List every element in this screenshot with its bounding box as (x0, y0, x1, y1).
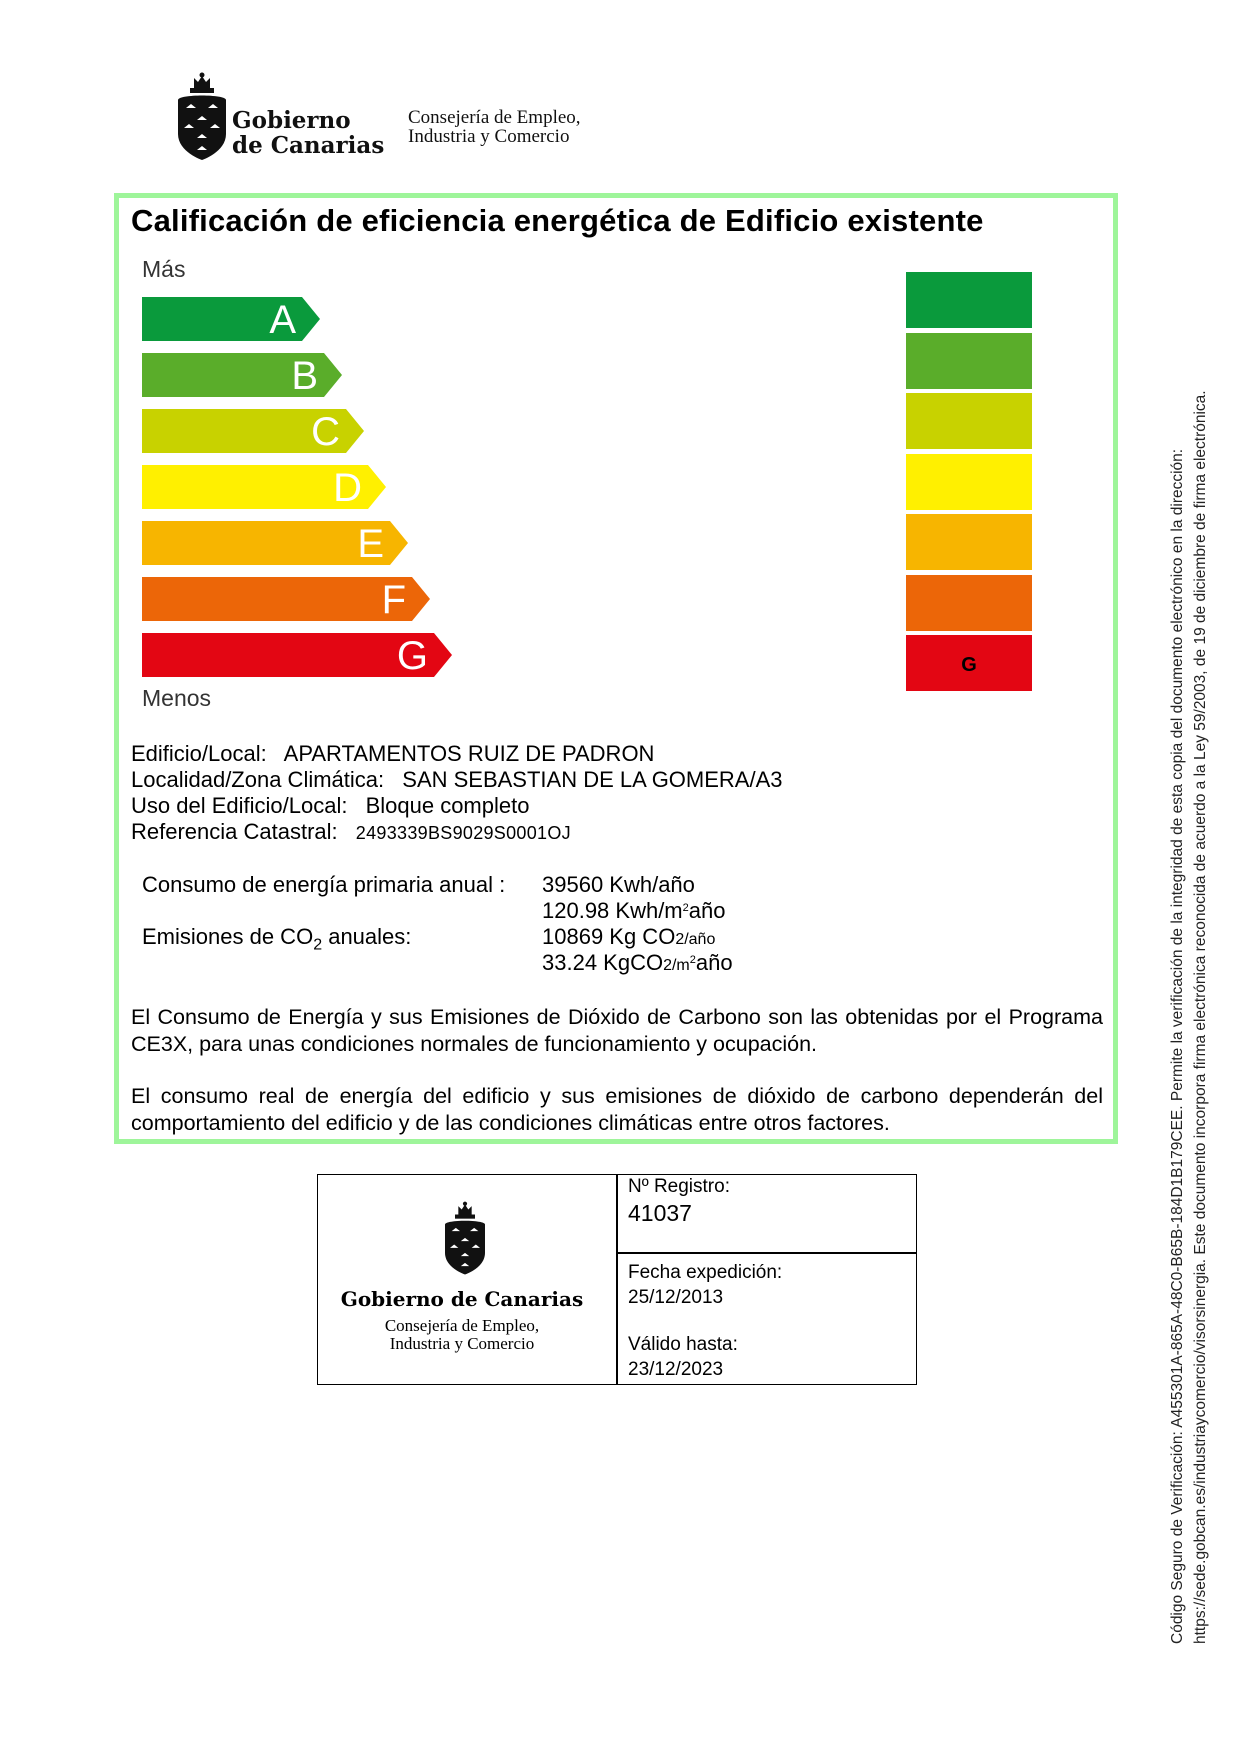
rating-letter-e: E (357, 522, 384, 565)
rating-arrow-g (142, 633, 452, 677)
note-paragraph-2: El consumo real de energía del edificio y sus emisiones de dióxido de carbono dependerán del comportamiento del edificio y de las condiciones climáticas entre otros factores. (131, 1084, 1103, 1135)
note-paragraph-1: El Consumo de Energía y sus Emisiones de Dióxido de Carbono son las obtenidas por el Programa CE3X, para unas condiciones normales de funcionamiento y ocupación. (131, 1005, 1103, 1056)
rating-letter-b: B (291, 354, 318, 397)
valid-until-label: Válido hasta: (628, 1334, 738, 1355)
indicator-cell-d (906, 454, 1032, 510)
valid-until-value: 23/12/2023 (628, 1359, 724, 1380)
indicator-cell-a (906, 272, 1032, 328)
emissions-area-superscript: 2 (689, 954, 696, 966)
rating-arrow-f (142, 577, 430, 621)
emissions-area-number: 33.24 KgCO (542, 950, 664, 975)
emissions-label-suffix: anuales: (322, 924, 412, 949)
header-dept-line1: Consejería de Empleo, (408, 107, 581, 128)
emissions-area-end: año (695, 950, 733, 975)
rating-arrow-e (142, 521, 408, 565)
registration-divider-horizontal (616, 1252, 917, 1254)
header-brand-line2: de Canarias (232, 132, 385, 159)
registration-divider-vertical (616, 1174, 618, 1385)
registry-number-label: Nº Registro: (628, 1176, 730, 1197)
cadastral-row (131, 819, 571, 845)
rating-arrow-a (142, 297, 320, 341)
rating-arrow-b (142, 353, 342, 397)
building-use-label: Uso del Edificio/Local: (131, 793, 348, 818)
rating-letter-d: D (333, 466, 362, 509)
indicator-cell-b (906, 333, 1032, 389)
building-location-value: SAN SEBASTIAN DE LA GOMERA/A3 (402, 767, 783, 792)
energy-area-superscript: 2 (682, 902, 689, 914)
building-use-value: Bloque completo (365, 793, 530, 818)
verification-line-1: Código Seguro de Verificación: A455301A-865A-48C0-B65B-184D1B179CEE. Permite la verificación de la integridad de esta copia del documento electrónico en la dirección: (1169, 448, 1186, 1644)
energy-consumption-total: 39560 Kwh/año (542, 872, 695, 897)
cadastral-label: Referencia Catastral: (131, 819, 338, 844)
government-crest-logo (172, 72, 232, 164)
header-department (408, 108, 581, 146)
rating-arrow-c (142, 409, 364, 453)
emissions-label (142, 924, 411, 954)
registration-brand: Gobierno de Canarias (340, 1287, 584, 1311)
cadastral-value: 2493339BS9029S0001OJ (355, 823, 571, 843)
building-name-value: APARTAMENTOS RUIZ DE PADRON (283, 741, 655, 766)
building-location-label: Localidad/Zona Climática: (131, 767, 385, 792)
emissions-per-area (542, 950, 733, 976)
registration-dept-line2: Industria y Comercio (389, 1334, 535, 1353)
indicator-cell-e (906, 514, 1032, 570)
emissions-label-subscript: 2 (313, 936, 323, 954)
certificate-title: Calificación de eficiencia energética de Edificio existente (131, 203, 984, 238)
header-brand-line1: Gobierno (232, 107, 351, 134)
energy-consumption-label: Consumo de energía primaria anual : (142, 872, 506, 897)
emissions-label-prefix: Emisiones de CO (142, 924, 314, 949)
building-location-row (131, 767, 783, 793)
verification-line-2: https://sede.gobcan.es/industriaycomercio/visorsinergia. Este documento incorpora firma electrónica reconocida de acuerdo a la Ley 59/2003, de 19 de diciembre de firma electrónica. (1192, 390, 1209, 1644)
scale-top-label: Más (142, 256, 186, 282)
rating-arrow-d (142, 465, 386, 509)
building-name-label: Edificio/Local: (131, 741, 267, 766)
registration-dept-line1: Consejería de Empleo, (384, 1316, 540, 1335)
indicator-cell-c (906, 393, 1032, 449)
rating-letter-f: F (381, 578, 406, 621)
verification-side-note (1166, 304, 1212, 1644)
registry-number-value: 41037 (628, 1200, 692, 1226)
building-use-row (131, 793, 529, 819)
emissions-total-number: 10869 Kg CO (542, 924, 676, 949)
header-dept-line2: Industria y Comercio (408, 126, 570, 147)
issue-date-value: 25/12/2013 (628, 1287, 724, 1308)
rating-letter-g: G (396, 634, 428, 677)
building-name-row (131, 741, 654, 767)
registration-crest-logo (440, 1197, 490, 1282)
energy-consumption-per-area (542, 898, 725, 924)
registration-department (330, 1317, 594, 1353)
emissions-area-unit: 2/m (663, 957, 690, 974)
issue-date-label: Fecha expedición: (628, 1262, 783, 1283)
indicator-cell-g (906, 635, 1032, 691)
energy-area-number: 120.98 Kwh/m (542, 898, 683, 923)
emissions-total-unit: 2/año (675, 931, 716, 948)
energy-area-unit: año (688, 898, 726, 923)
rating-letter-a: A (269, 298, 296, 341)
current-rating-marker: G (961, 654, 977, 676)
header-brand-name (232, 108, 384, 158)
rating-letter-c: C (311, 410, 340, 453)
indicator-cell-f (906, 575, 1032, 631)
scale-bottom-label: Menos (142, 685, 212, 711)
emissions-total (542, 924, 715, 950)
